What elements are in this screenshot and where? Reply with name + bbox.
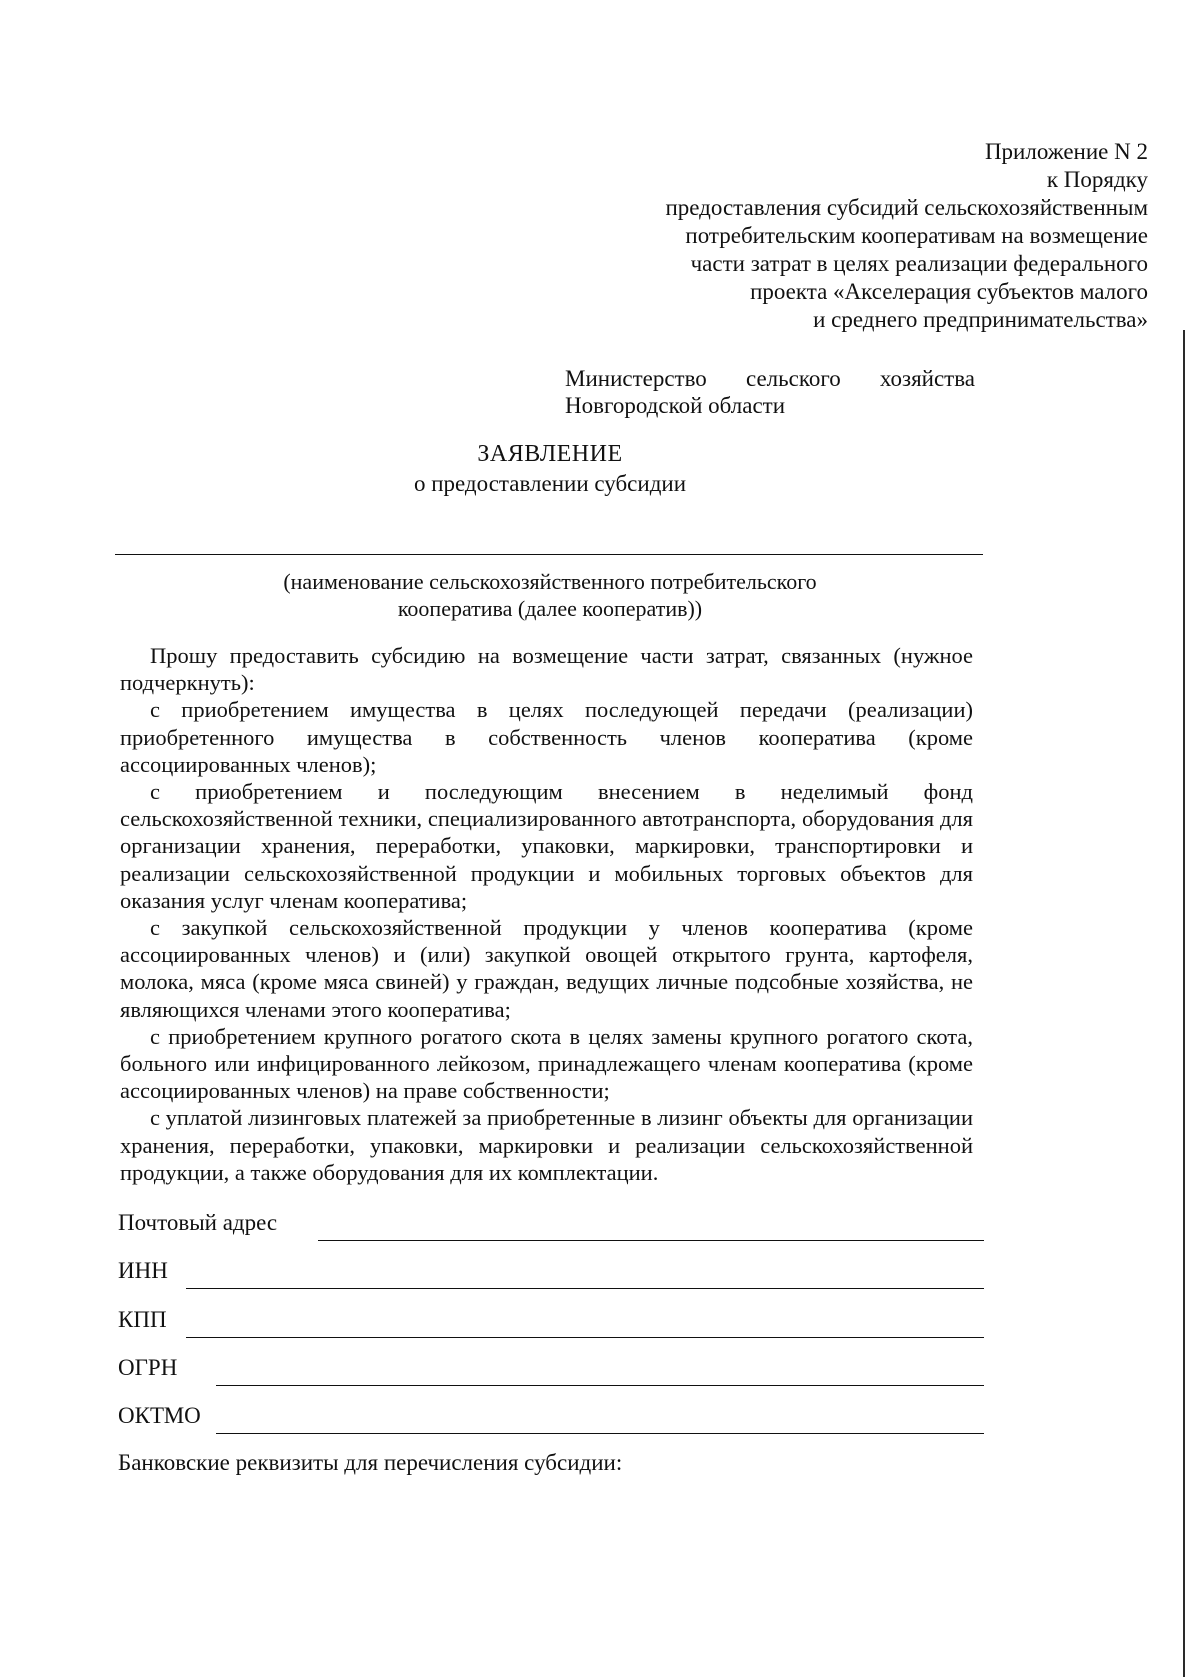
- appendix-line: части затрат в целях реализации федерального: [690, 251, 1148, 276]
- postal-address-line[interactable]: [318, 1240, 984, 1241]
- inn-field: [118, 1258, 984, 1292]
- addressee-block: [565, 365, 975, 419]
- addressee-region: Новгородской области: [565, 393, 786, 418]
- appendix-header: [588, 138, 1148, 334]
- appendix-line: Приложение N 2: [984, 139, 1148, 164]
- cost-option-item: с уплатой лизинговых платежей за приобретенные в лизинг объекты для организации хранения, переработки, упаковки, маркировки и реализации сельскохозяйственной продукции, а также оборудования для их комплектации.: [120, 1105, 973, 1185]
- kpp-field: [118, 1307, 984, 1341]
- cost-option-item: с приобретением и последующим внесением в неделимый фонд сельскохозяйственной техники, специализированного автотранспорта, оборудования для организации хранения, переработки, упаковки, маркировки, транспортировки и реализации сельскохозяйственной продукции и мобильных торговых объектов для оказания услуг членам кооператива;: [120, 779, 973, 913]
- appendix-line: к Порядку: [1046, 167, 1148, 192]
- application-body: [120, 642, 973, 1186]
- appendix-line: предоставления субсидий сельскохозяйственным: [665, 195, 1148, 220]
- bank-details-label: Банковские реквизиты для перечисления субсидии:: [118, 1450, 623, 1475]
- ogrn-field: [118, 1355, 984, 1389]
- document-title: ЗАЯВЛЕНИЕ: [477, 441, 623, 467]
- cooperative-name-caption: (наименование сельскохозяйственного потребительского: [283, 569, 817, 594]
- appendix-line: проекта «Акселерация субъектов малого: [750, 279, 1148, 304]
- request-paragraph: Прошу предоставить субсидию на возмещение части затрат, связанных (нужное подчеркнуть):: [120, 643, 973, 696]
- oktmo-label: ОКТМО: [118, 1403, 201, 1428]
- document-subtitle: о предоставлении субсидии: [413, 471, 687, 496]
- inn-line[interactable]: [186, 1288, 984, 1289]
- postal-address-field: [118, 1210, 984, 1244]
- appendix-line: и среднего предпринимательства»: [813, 307, 1148, 332]
- ogrn-label: ОГРН: [118, 1355, 178, 1380]
- scan-edge-line: [1183, 330, 1185, 1677]
- ogrn-line[interactable]: [216, 1385, 984, 1386]
- oktmo-line[interactable]: [216, 1433, 984, 1434]
- postal-address-label: Почтовый адрес: [118, 1210, 278, 1235]
- addressee-ministry: Министерство сельского хозяйства: [565, 366, 975, 391]
- oktmo-field: [118, 1403, 984, 1437]
- appendix-line: потребительским кооперативам на возмещение: [685, 223, 1148, 248]
- kpp-line[interactable]: [186, 1337, 984, 1338]
- cooperative-name-caption: кооператива (далее кооператив)): [397, 596, 703, 621]
- cost-option-item: с закупкой сельскохозяйственной продукции у членов кооператива (кроме ассоциированных членов) и (или) закупкой овощей открытого грунта, картофеля, молока, мяса (кроме мяса свиней) у граждан, ведущих личные подсобные хозяйства, не являющихся членами этого кооператива;: [120, 915, 973, 1022]
- cooperative-name-line[interactable]: [115, 554, 983, 555]
- cost-option-item: с приобретением крупного рогатого скота в целях замены крупного рогатого скота, больного или инфицированного лейкозом, принадлежащего членам кооператива (кроме ассоциированных членов) на праве собственности;: [120, 1023, 973, 1104]
- kpp-label: КПП: [118, 1307, 167, 1332]
- inn-label: ИНН: [118, 1258, 168, 1283]
- cost-option-item: с приобретением имущества в целях последующей передачи (реализации) приобретенного имущества в собственность членов кооператива (кроме ассоциированных членов);: [120, 697, 973, 777]
